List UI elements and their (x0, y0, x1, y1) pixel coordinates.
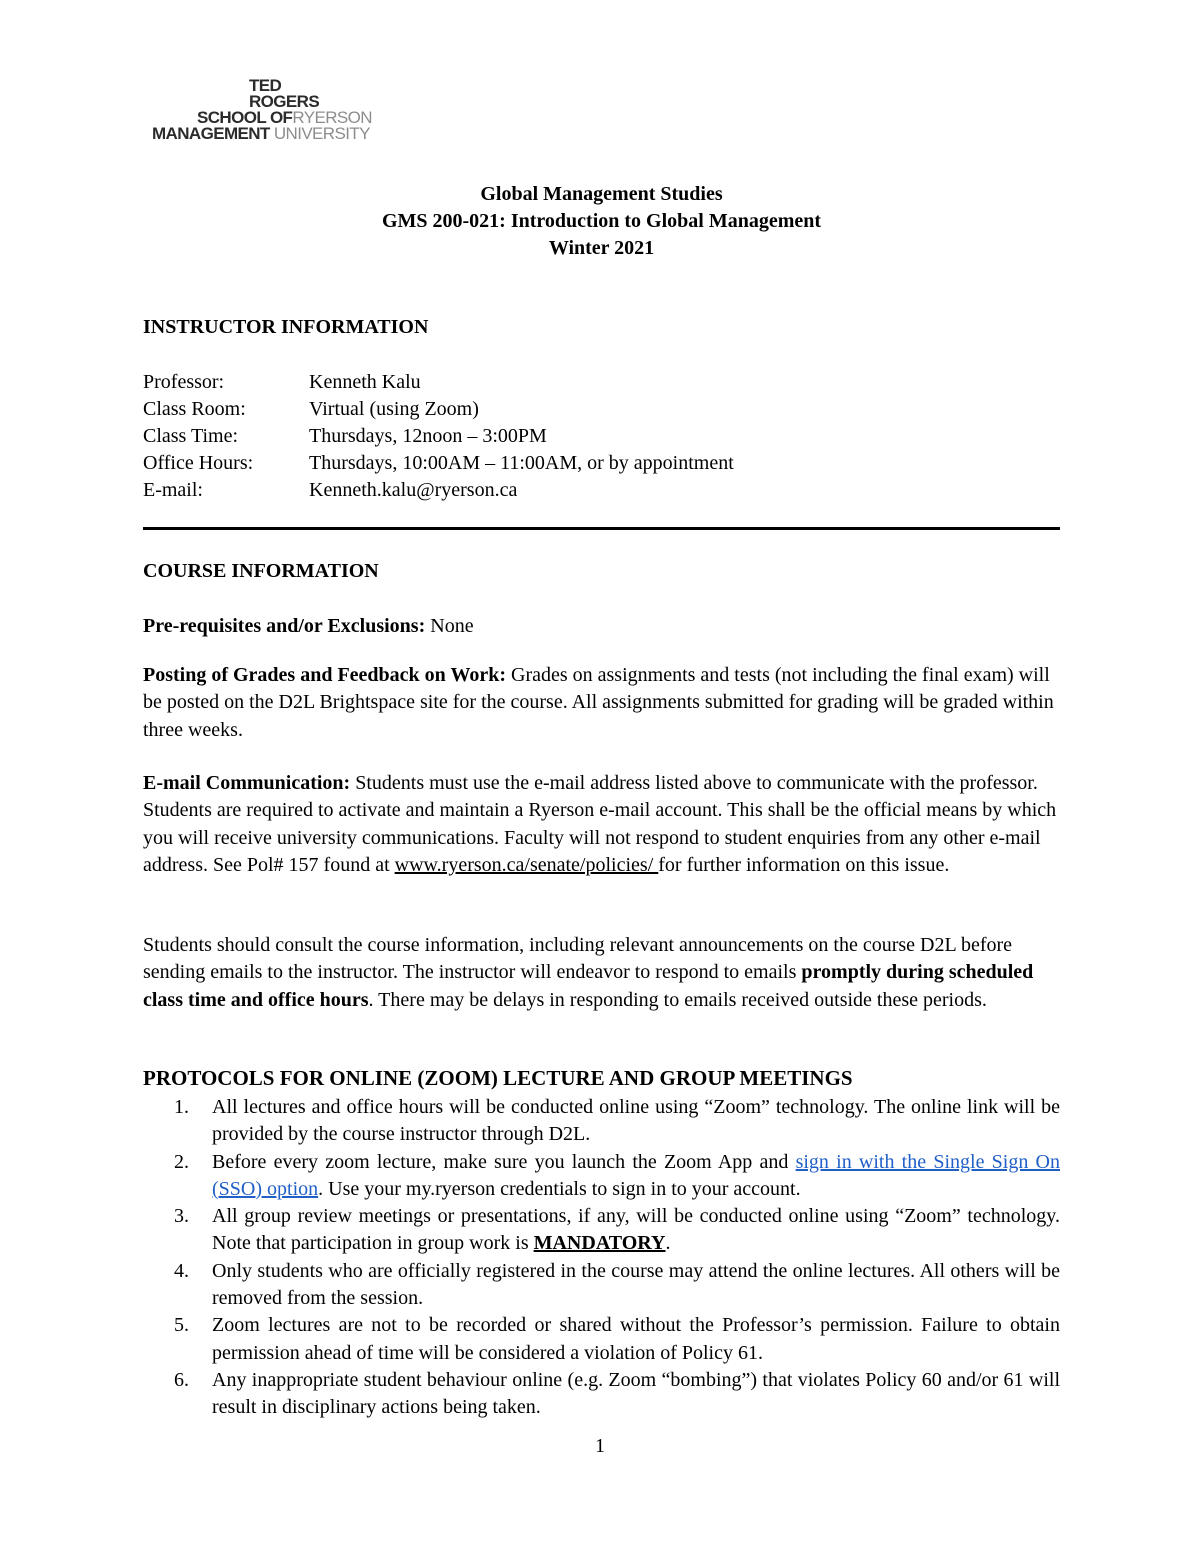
email-after-text: for further information on this issue. (658, 853, 950, 876)
item-text: All group review meetings or presentations, if any, will be conducted online using “Zoom” technology. Note that participation in group work is (212, 1205, 1060, 1255)
list-number: 1. (174, 1096, 189, 1118)
school-logo (152, 78, 412, 142)
list-item (143, 1149, 1060, 1204)
info-label: Class Room: (143, 398, 246, 420)
item-text: Only students who are officially registered in the course may attend the online lectures. All others will be removed from the session. (212, 1259, 1060, 1310)
grades-text: Grades on assignments and tests (not including the final exam) will be posted on the D2L Brightspace site for the course. All assignments submitted for grading will be graded within three weeks. (143, 664, 1054, 741)
grades-label: Posting of Grades and Feedback on Work: (143, 664, 506, 686)
info-value: Thursdays, 10:00AM – 11:00AM, or by appointment (309, 452, 734, 474)
info-value: Kenneth Kalu (309, 371, 421, 393)
grades-paragraph (143, 662, 1060, 744)
consult-bold: promptly during scheduled class time and office hours (143, 961, 1034, 1011)
logo-line-rogers: ROGERS (249, 92, 320, 111)
item-text: . (665, 1232, 671, 1255)
consult-text-b: . There may be delays in responding to emails received outside these periods. (368, 988, 987, 1011)
info-label: Office Hours: (143, 452, 254, 474)
program-name: Global Management Studies (480, 183, 723, 205)
mandatory-emphasis: MANDATORY (533, 1232, 666, 1255)
email-text: Students must use the e-mail address listed above to communicate with the professor. Students are required to activate and maintain a Ryerson e-mail account. This shall be the official means by which you will receive university communications. Faculty will not respond to student enquiries from any other e-mail address. See Pol# 157 found at (143, 772, 1057, 876)
consult-text-a: Students should consult the course information, including relevant announcements on the course D2L before sending emails to the instructor. The instructor will endeavor to respond to emails (143, 934, 1013, 984)
protocols-list (143, 1094, 1060, 1422)
course-title: GMS 200-021: Introduction to Global Management (381, 210, 822, 232)
item-text: Any inappropriate student behaviour online (e.g. Zoom “bombing”) that violates Policy 60 and/or 61 will result in disciplinary actions being taken. (212, 1368, 1060, 1419)
item-text: . Use your my.ryerson credentials to sign in to your account. (318, 1177, 801, 1200)
document-title (143, 181, 1060, 262)
logo-line-ted: TED (249, 76, 282, 95)
info-value: Thursdays, 12noon – 3:00PM (309, 425, 547, 447)
list-number: 2. (174, 1150, 189, 1173)
info-label: Class Time: (143, 425, 239, 447)
sso-signin-link[interactable]: sign in with the Single Sign On (SSO) option (212, 1150, 1060, 1200)
list-item (143, 1312, 1060, 1367)
logo-text-management: MANAGEMENT (152, 124, 270, 143)
page-number: 1 (595, 1435, 605, 1457)
list-item (143, 1203, 1060, 1258)
list-number: 3. (174, 1205, 189, 1228)
section-divider (143, 527, 1060, 530)
instructor-info (143, 369, 1060, 504)
logo-text-school-of: SCHOOL OF (197, 108, 293, 127)
info-row-classroom (143, 396, 734, 423)
info-label: E-mail: (143, 479, 203, 501)
email-paragraph (143, 770, 1060, 879)
info-row-email (143, 477, 734, 504)
info-row-professor (143, 369, 734, 396)
list-number: 6. (174, 1368, 189, 1391)
term: Winter 2021 (548, 237, 655, 259)
item-text: All lectures and office hours will be conducted online using “Zoom” technology. The online link will be provided by the course instructor through D2L. (212, 1096, 1060, 1146)
consult-paragraph (143, 932, 1060, 1014)
instructor-heading: INSTRUCTOR INFORMATION (143, 316, 429, 338)
info-value: Virtual (using Zoom) (309, 398, 479, 420)
email-label: E-mail Communication: (143, 772, 351, 794)
list-item (143, 1094, 1060, 1149)
protocols-heading: PROTOCOLS FOR ONLINE (ZOOM) LECTURE AND GROUP MEETINGS (143, 1066, 853, 1090)
logo-text-ryerson: RYERSON (292, 108, 372, 127)
info-label: Professor: (143, 371, 225, 393)
info-row-classtime (143, 423, 734, 450)
logo-line-management (152, 126, 412, 142)
prereq-value: None (425, 615, 474, 637)
policies-link[interactable]: www.ryerson.ca/senate/policies/ (394, 853, 659, 876)
info-value: Kenneth.kalu@ryerson.ca (309, 479, 518, 501)
instructor-table (143, 369, 734, 504)
item-text: Before every zoom lecture, make sure you launch the Zoom App and (212, 1150, 796, 1173)
list-item (143, 1258, 1060, 1313)
info-row-officehours (143, 450, 734, 477)
course-heading: COURSE INFORMATION (143, 560, 379, 582)
item-text: Zoom lectures are not to be recorded or shared without the Professor’s permission. Failure to obtain permission ahead of time will be considered a violation of Policy 61. (212, 1314, 1060, 1364)
prereq-label: Pre-requisites and/or Exclusions: (143, 615, 426, 637)
list-number: 4. (174, 1259, 189, 1282)
list-number: 5. (174, 1314, 189, 1337)
list-item (143, 1367, 1060, 1422)
logo-text-university: UNIVERSITY (273, 124, 370, 143)
prereq-paragraph (143, 613, 1060, 640)
